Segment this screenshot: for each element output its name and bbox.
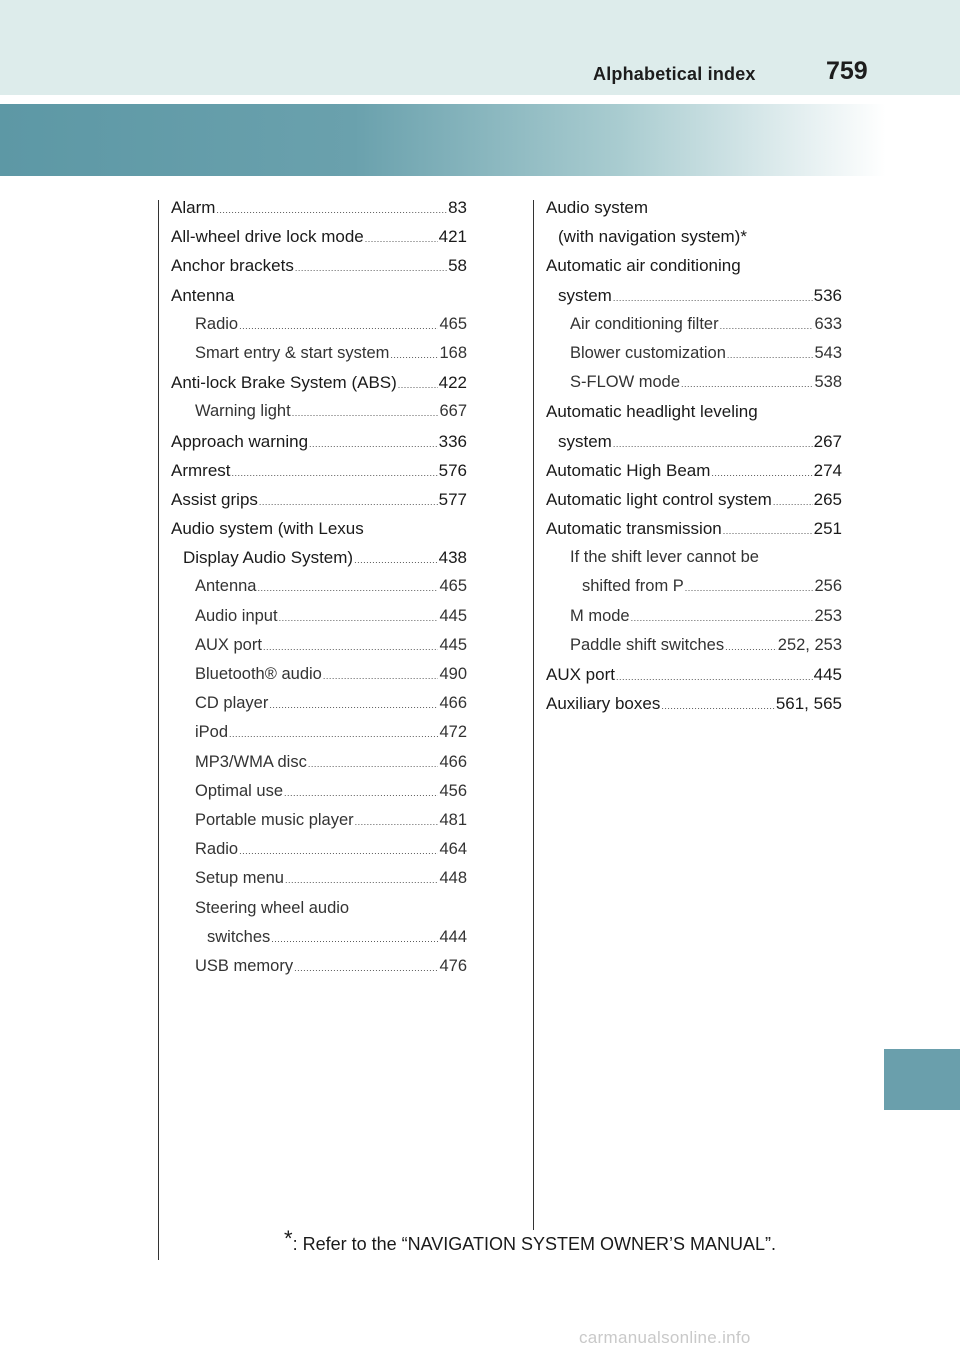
index-entry [546,222,842,251]
leader-dots [259,488,438,517]
leader-dots [285,866,438,895]
index-entry [171,193,467,222]
index-entry-label: shifted from P [582,577,684,596]
leader-dots [229,720,438,749]
index-entry [171,427,467,456]
index-entry-page: 667 [439,402,467,421]
index-entry-label: AUX port [195,635,262,654]
index-entry [171,485,467,514]
index-entry-page: 83 [448,198,467,217]
index-entry [171,835,467,864]
index-entry-label: Antenna [195,577,257,596]
index-entry-page: 444 [439,927,467,946]
index-entry [546,310,842,339]
index-entry-page: 538 [814,373,842,392]
index-entry-page: 633 [814,314,842,333]
index-entry [546,456,842,485]
index-entry [171,281,467,310]
index-entry-page: 481 [439,810,467,829]
index-entry-label: Anti-lock Brake System (ABS) [171,373,397,393]
index-entry-page: 448 [439,869,467,888]
index-entry-page: 267 [813,431,842,451]
index-column-left [171,193,467,981]
index-column-right [546,193,842,718]
index-entry [546,689,842,718]
index-entry [546,368,842,397]
index-entry-page: 438 [438,548,467,568]
index-entry-label: Audio system (with Lexus [171,519,364,539]
index-entry-page: 336 [438,431,467,451]
index-entry-label: Anchor brackets [171,256,294,276]
index-entry-label: Automatic High Beam [546,460,711,480]
index-entry-page: 472 [439,723,467,742]
leader-dots [616,663,813,692]
leader-dots [773,488,813,517]
leader-dots [279,604,439,633]
index-entry [171,952,467,981]
index-entry-page: 476 [439,956,467,975]
index-entry-page: 465 [439,314,467,333]
leader-dots [308,750,439,779]
leader-dots [232,459,438,488]
leader-dots [216,196,447,225]
index-entry-page: 421 [438,227,467,247]
index-entry [171,748,467,777]
index-entry-page: 265 [813,489,842,509]
page-header [0,0,960,95]
index-entry [546,485,842,514]
leader-dots [239,837,438,866]
index-entry-label: USB memory [195,956,294,975]
index-entry [171,397,467,426]
index-entry [171,602,467,631]
leader-dots [727,341,814,370]
index-entry [546,572,842,601]
leader-dots [725,633,777,662]
index-entry-label: system [558,285,612,305]
index-entry-label: M mode [570,606,630,625]
index-entry-page: 577 [438,489,467,509]
index-entry [171,456,467,485]
index-entry-label: system [558,431,612,451]
leader-dots [239,312,438,341]
index-entry-label: AUX port [546,665,615,684]
index-entry [171,368,467,397]
leader-dots [661,692,774,721]
index-entry [546,397,842,426]
index-entry-label: iPod [195,723,229,742]
index-entry [546,339,842,368]
index-entry [546,602,842,631]
index-entry-page: 490 [439,665,467,683]
index-entry-label: Air conditioning filter [570,314,719,333]
index-entry-label: Display Audio System) [183,548,354,568]
index-entry-page: 456 [439,781,467,800]
index-entry-label: Approach warning [171,431,309,451]
index-entry [171,864,467,893]
index-entry-page: 256 [814,577,842,596]
index-entry [171,806,467,835]
index-entry-label: All-wheel drive lock mode [171,227,364,247]
index-entry [171,514,467,543]
index-entry-label: Paddle shift switches [570,635,725,654]
index-entry-label: switches [207,927,271,946]
index-entry-label: (with navigation system)* [558,227,747,247]
index-entry [546,427,842,456]
index-entry-label: Antenna [171,285,235,305]
page-number: 759 [826,57,868,85]
index-entry-label: Armrest [171,460,231,480]
index-entry-page: 464 [439,840,467,859]
index-entry-page: 561, 565 [775,694,842,714]
index-entry [171,222,467,251]
index-entry-label: CD player [195,694,269,713]
index-entry [171,894,467,923]
index-entry-label: Optimal use [195,781,284,800]
index-entry-label: S-FLOW mode [570,373,681,392]
index-entry-page: 576 [438,460,467,480]
footnote-marker: * [284,1226,293,1251]
index-entry-label: Blower customization [570,343,726,362]
leader-dots [355,808,439,837]
index-entry-label: Audio input [195,606,278,625]
index-entry-page: 252, 253 [777,635,842,654]
leader-dots [269,691,438,720]
index-entry [171,718,467,747]
index-entry-page: 466 [439,694,467,713]
footnote-text: : Refer to the “NAVIGATION SYSTEM OWNER’S MANUAL”. [292,1234,776,1254]
leader-dots [309,430,438,459]
index-entry-label: MP3/WMA disc [195,752,307,771]
index-entry [546,281,842,310]
index-entry [171,310,467,339]
index-entry [546,543,842,572]
index-entry-page: 168 [439,343,467,362]
index-entry [171,689,467,718]
index-entry-page: 251 [813,519,842,539]
index-entry [171,631,467,660]
index-entry [546,631,842,660]
leader-dots [294,954,438,983]
index-entry [171,339,467,368]
index-entry-label: Radio [195,840,239,859]
index-entry-label: Automatic air conditioning [546,256,741,276]
section-thumb-tab [884,1049,960,1110]
index-entry-page: 466 [439,752,467,771]
leader-dots [390,341,438,370]
index-entry-page: 445 [439,606,467,625]
index-entry-page: 445 [813,665,842,684]
index-entry-label: Bluetooth® audio [195,665,322,683]
index-entry-page: 422 [438,373,467,393]
index-entry-page: 58 [448,256,467,276]
leader-dots [711,459,812,488]
index-entry-page: 465 [439,577,467,596]
index-entry-label: Steering wheel audio [195,898,350,917]
footnote [284,1226,776,1255]
index-entry [171,660,467,689]
leader-dots [354,546,438,575]
index-entry [546,251,842,280]
leader-dots [723,517,813,546]
section-title: Alphabetical index [593,64,756,84]
leader-dots [271,925,438,954]
index-entry-label: Setup menu [195,869,284,888]
leader-dots [323,662,439,691]
leader-dots [292,399,439,428]
index-entry [546,660,842,689]
index-entry [546,193,842,222]
leader-dots [631,604,814,633]
index-entry-label: Assist grips [171,489,258,509]
leader-dots [398,371,438,400]
index-entry-page: 543 [814,343,842,362]
leader-dots [720,312,814,341]
leader-dots [257,574,438,603]
watermark: carmanualsonline.info [579,1328,751,1347]
index-entry [171,777,467,806]
index-entry-label: Warning light [195,402,291,421]
middle-column-rule [533,200,534,1230]
leader-dots [284,779,438,808]
index-entry-page: 445 [439,635,467,654]
index-entry-label: Automatic headlight leveling [546,402,758,422]
header-band [0,104,886,176]
leader-dots [295,254,447,283]
index-entry [171,572,467,601]
index-entry-label: Alarm [171,198,216,217]
index-entry-label: Automatic light control system [546,489,772,509]
leader-dots [365,225,438,254]
index-entry-label: Radio [195,314,239,333]
index-entry-label: Automatic transmission [546,519,722,539]
index-entry-page: 253 [814,606,842,625]
leader-dots [613,284,813,313]
index-entry [171,251,467,280]
index-entry-label: Audio system [546,198,649,217]
index-entry-page: 274 [813,460,842,480]
leader-dots [613,430,813,459]
leader-dots [263,633,439,662]
index-entry-page: 536 [813,285,842,305]
index-entry-label: Portable music player [195,810,354,829]
leader-dots [681,370,813,399]
index-entry-label: Smart entry & start system [195,343,390,362]
index-entry [171,543,467,572]
left-column-rule [158,200,159,1260]
index-entry-label: Auxiliary boxes [546,694,661,714]
index-entry [171,923,467,952]
index-entry [546,514,842,543]
index-entry-label: If the shift lever cannot be [570,548,759,567]
leader-dots [685,574,814,603]
